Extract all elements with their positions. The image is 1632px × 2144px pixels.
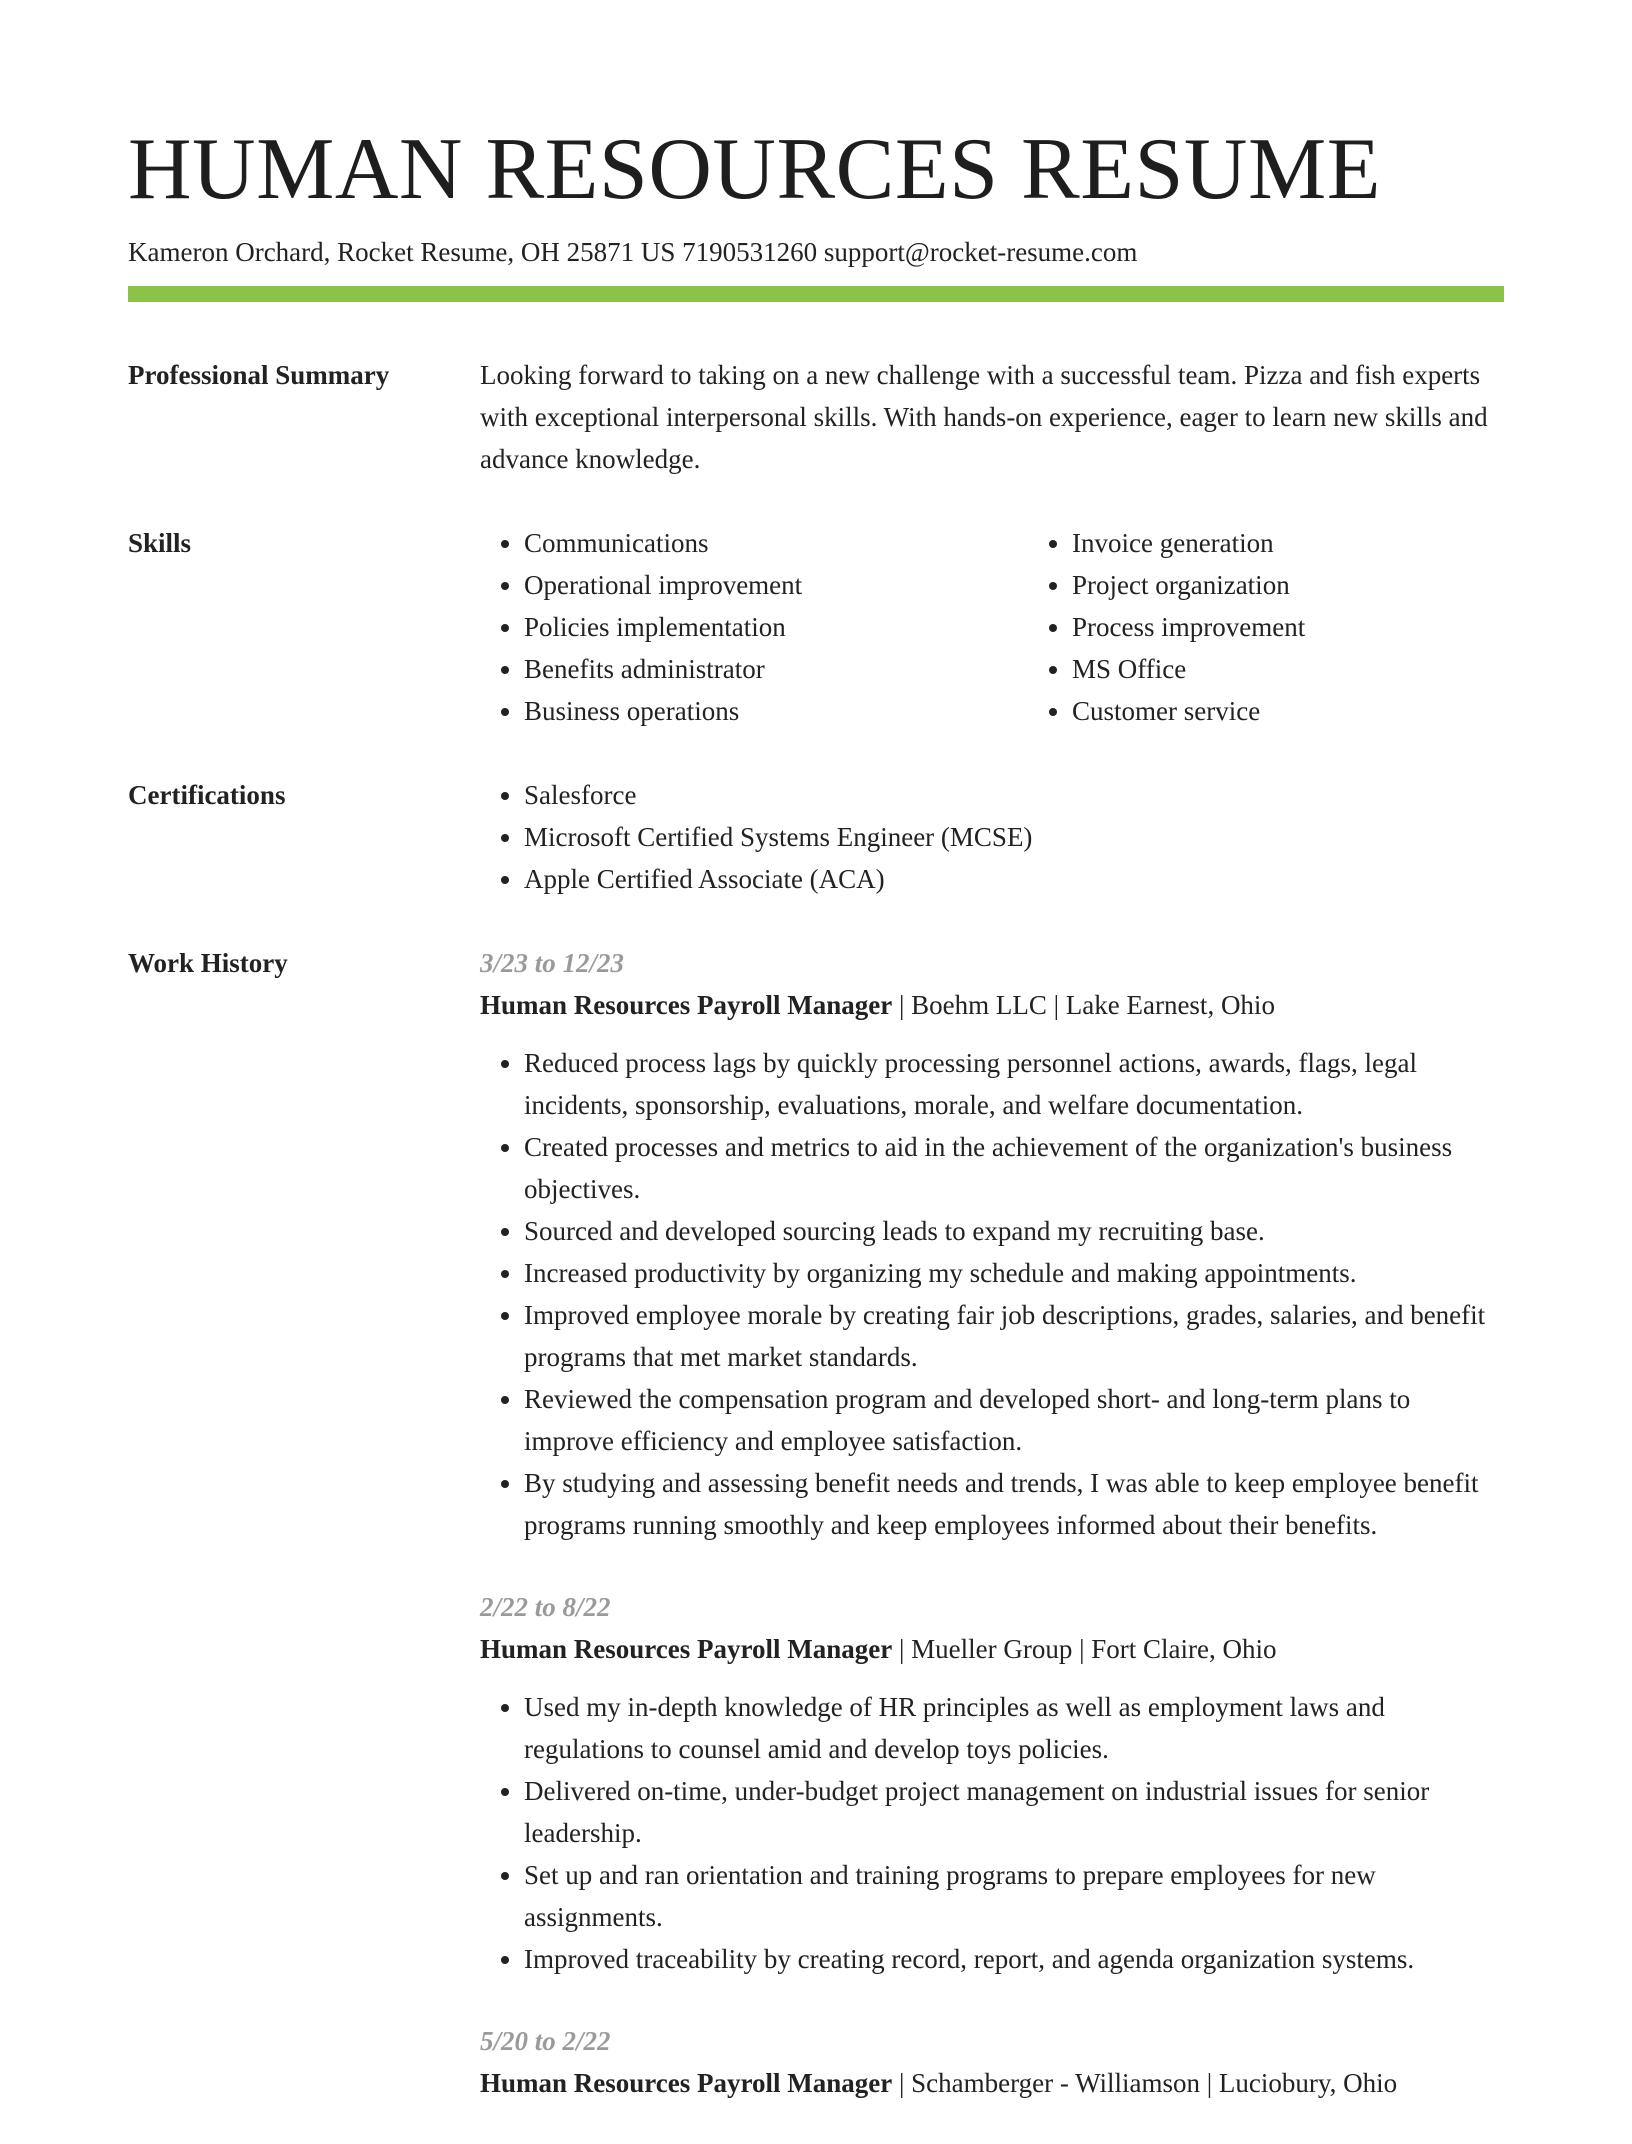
job-details: | Mueller Group | Fort Claire, Ohio xyxy=(892,1634,1277,1664)
job-entry xyxy=(480,2020,1504,2104)
certification-item: • Salesforce xyxy=(524,774,1504,816)
skill-item: • Policies implementation xyxy=(524,606,1028,648)
job-bullet: • Set up and ran orientation and training programs to prepare employees for new assignments. xyxy=(524,1854,1504,1938)
job-bullet: • By studying and assessing benefit needs and trends, I was able to keep employee benefit programs running smoothly and keep employees informed about their benefits. xyxy=(524,1462,1504,1546)
job-bullet: • Improved employee morale by creating fair job descriptions, grades, salaries, and benefit programs that met market standards. xyxy=(524,1294,1504,1378)
skill-item: • Communications xyxy=(524,522,1028,564)
skills-heading: Skills xyxy=(128,528,192,558)
job-bullet: • Reduced process lags by quickly processing personnel actions, awards, flags, legal incidents, sponsorship, evaluations, morale, and welfare documentation. xyxy=(524,1042,1504,1126)
summary-text: Looking forward to taking on a new challenge with a successful team. Pizza and fish experts with exceptional interpersonal skills. With hands-on experience, eager to learn new skills and advance knowledge. xyxy=(480,360,1488,474)
skills-section xyxy=(128,522,1504,732)
certifications-body xyxy=(480,774,1504,900)
summary-section xyxy=(128,354,1504,480)
job-bullets xyxy=(480,1686,1504,1980)
skill-item: • Operational improvement xyxy=(524,564,1028,606)
job-entry xyxy=(480,1586,1504,1980)
job-role: Human Resources Payroll Manager xyxy=(480,990,893,1020)
header-divider xyxy=(128,286,1504,302)
skill-item: • Invoice generation xyxy=(1072,522,1576,564)
job-bullet: • Created processes and metrics to aid in the achievement of the organization's business objectives. xyxy=(524,1126,1504,1210)
certifications-list xyxy=(480,774,1504,900)
job-bullet: • Reviewed the compensation program and developed short- and long-term plans to improve efficiency and employee satisfaction. xyxy=(524,1378,1504,1462)
skill-item: • Benefits administrator xyxy=(524,648,1028,690)
job-role: Human Resources Payroll Manager xyxy=(480,1634,893,1664)
job-entry xyxy=(480,942,1504,1546)
certifications-heading: Certifications xyxy=(128,780,286,810)
work-history-heading: Work History xyxy=(128,948,288,978)
certifications-section xyxy=(128,774,1504,900)
job-bullet: • Used my in-depth knowledge of HR principles as well as employment laws and regulations to counsel amid and develop toys policies. xyxy=(524,1686,1504,1770)
job-role: Human Resources Payroll Manager xyxy=(480,2068,893,2098)
skills-list-right xyxy=(1028,522,1576,732)
skill-item: • Process improvement xyxy=(1072,606,1576,648)
certification-item: • Apple Certified Associate (ACA) xyxy=(524,858,1504,900)
contact-line: Kameron Orchard, Rocket Resume, OH 25871 US 7190531260 support@rocket-resume.com xyxy=(128,237,1138,267)
skill-item: • MS Office xyxy=(1072,648,1576,690)
job-bullet: • Delivered on-time, under-budget project management on industrial issues for senior leadership. xyxy=(524,1770,1504,1854)
job-bullets xyxy=(480,1042,1504,1546)
job-details: | Boehm LLC | Lake Earnest, Ohio xyxy=(892,990,1275,1020)
work-history-section xyxy=(128,942,1504,2144)
job-details: | Schamberger - Williamson | Luciobury, Ohio xyxy=(892,2068,1398,2098)
skills-grid xyxy=(480,522,1576,732)
job-bullet: • Sourced and developed sourcing leads to expand my recruiting base. xyxy=(524,1210,1504,1252)
skill-item: • Customer service xyxy=(1072,690,1576,732)
certification-item: • Microsoft Certified Systems Engineer (MCSE) xyxy=(524,816,1504,858)
job-bullet: • Improved traceability by creating record, report, and agenda organization systems. xyxy=(524,1938,1504,1980)
skill-item: • Project organization xyxy=(1072,564,1576,606)
job-header xyxy=(480,2062,1504,2104)
work-history-body xyxy=(480,942,1504,2144)
skill-item: • Business operations xyxy=(524,690,1028,732)
job-dates: 5/20 to 2/22 xyxy=(480,2026,611,2056)
job-header xyxy=(480,1628,1504,1670)
skills-list-left xyxy=(480,522,1028,732)
job-bullet: • Increased productivity by organizing my schedule and making appointments. xyxy=(524,1252,1504,1294)
resume-title: HUMAN RESOURCES RESUME xyxy=(128,121,1381,218)
summary-heading: Professional Summary xyxy=(128,360,390,390)
job-dates: 2/22 to 8/22 xyxy=(480,1592,611,1622)
job-dates: 3/23 to 12/23 xyxy=(480,948,625,978)
job-header xyxy=(480,984,1504,1026)
